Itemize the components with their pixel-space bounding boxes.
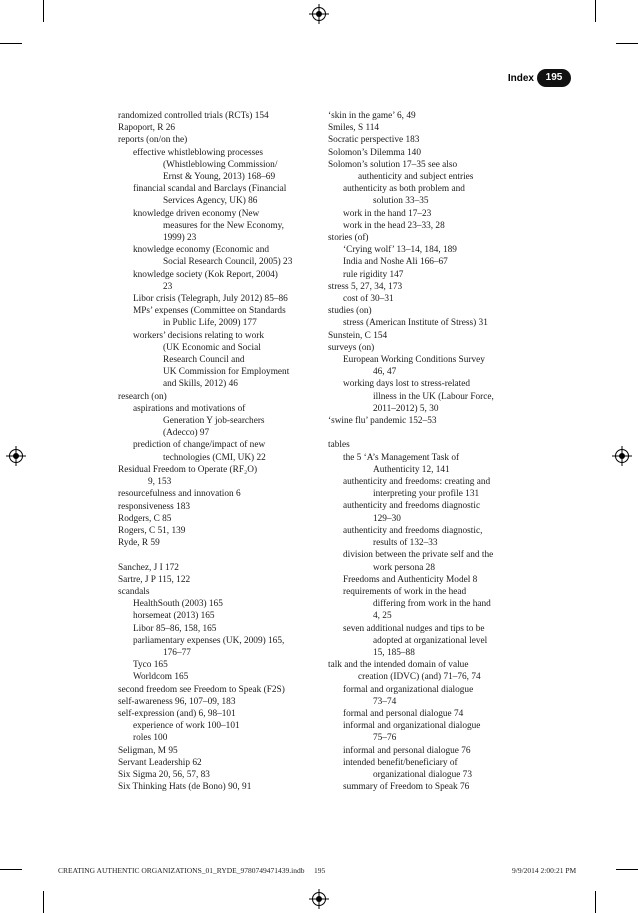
index-entry: work in the head 23–33, 28 [343,220,445,231]
index-entry: roles 100 [133,733,168,744]
index-entry: measures for the New Economy, [163,220,284,231]
index-entry: organizational dialogue 73 [373,769,472,780]
crop-mark [0,43,22,44]
index-entry: Social Research Council, 2005) 23 [163,257,293,268]
index-entry: HealthSouth (2003) 165 [133,599,223,610]
index-entry: informal and organizational dialogue [343,721,481,732]
index-entry: (Whistleblowing Commission/ [163,159,278,170]
index-entry: illness in the UK (Labour Force, [373,391,494,402]
index-entry: Libor crisis (Telegraph, July 2012) 85–86 [133,294,288,305]
index-entry: requirements of work in the head [343,586,467,597]
index-entry: Libor 85–86, 158, 165 [133,623,217,634]
index-entry: Services Agency, UK) 86 [163,196,258,207]
index-entry: effective whistleblowing processes [133,147,263,158]
index-entry: 15, 185–88 [373,647,415,658]
index-entry: prediction of change/impact of new [133,440,266,451]
index-entry: 176–77 [163,647,191,658]
index-entry: studies (on) [328,306,372,317]
index-entry: talk and the intended domain of value [328,660,469,671]
index-entry: experience of work 100–101 [133,721,240,732]
index-entry: Residual Freedom to Operate (RF₂O) [118,464,258,475]
index-entry: technologies (CMI, UK) 22 [163,452,266,463]
index-entry: 2011–2012) 5, 30 [373,403,439,414]
registration-mark-icon [615,449,629,463]
index-entry: workers’ decisions relating to work [133,330,264,341]
index-entry: the 5 ‘A’s Management Task of [343,452,460,463]
index-entry: UK Commission for Employment [163,367,290,378]
index-entry: Rapoport, R 26 [118,123,176,134]
index-entry: 1999) 23 [163,233,197,244]
running-header: Index [507,73,534,84]
index-entry: in Public Life, 2009) 177 [163,318,257,329]
index-entry: authenticity and freedoms diagnostic [343,501,481,512]
crop-mark [595,891,596,913]
index-gap [328,427,538,439]
index-entry: 46, 47 [373,367,397,378]
index-entry: authenticity and freedoms diagnostic, [343,525,483,536]
index-entry: parliamentary expenses (UK, 2009) 165, [133,635,285,646]
index-entry: reports (on/on the) [118,135,188,146]
index-entry: authenticity and freedoms: creating and [343,477,491,488]
index-entry: intended benefit/beneficiary of [343,757,458,768]
index-entry: rule rigidity 147 [343,269,404,280]
crop-mark [595,0,596,22]
index-entry: formal and personal dialogue 74 [343,708,464,719]
index-entry: informal and personal dialogue 76 [343,745,471,756]
index-entry: ‘swine flu’ pandemic 152–53 [328,416,437,427]
index-entry: financial scandal and Barclays (Financial [133,184,287,195]
index-entry: Solomon’s solution 17–35 see also [328,159,458,170]
index-entry: Smiles, S 114 [328,123,380,134]
index-column-left [118,110,318,793]
index-entry: results of 132–33 [373,538,438,549]
index-gap [118,549,318,561]
index-entry: Tyco 165 [133,660,168,671]
registration-mark-icon [312,892,326,906]
index-entry: stress (American Institute of Stress) 31 [343,318,488,329]
index-entry: aspirations and motivations of [133,403,246,414]
index-entry: stress 5, 27, 34, 173 [328,281,403,292]
index-entry: scandals [118,586,150,597]
index-entry: Sanchez, J I 172 [118,562,179,573]
index-entry: Six Thinking Hats (de Bono) 90, 91 [118,782,252,793]
index-entry: authenticity and subject entries [358,172,474,183]
index-entry: Sunstein, C 154 [328,330,388,341]
index-entry: self-expression (and) 6, 98–101 [118,708,236,719]
index-entry: self-awareness 96, 107–09, 183 [118,696,236,707]
index-entry: Sartre, J P 115, 122 [118,574,191,585]
index-entry: research (on) [118,391,167,402]
index-entry: knowledge driven economy (New [133,208,260,219]
footer-timestamp: 9/9/2014 2:00:21 PM [512,866,577,875]
index-entry: Authenticity 12, 141 [373,464,450,475]
registration-mark-icon [312,7,326,21]
index-entry: Generation Y job-searchers [163,416,265,427]
index-entry: Six Sigma 20, 56, 57, 83 [118,769,210,780]
index-entry: stories (of) [328,233,369,244]
crop-mark [0,869,22,870]
index-entry: 129–30 [373,513,401,524]
index-entry: Solomon’s Dilemma 140 [328,147,421,158]
index-column-right [328,110,538,793]
index-entry: Socratic perspective 183 [328,135,420,146]
index-entry: (UK Economic and Social [163,342,261,353]
index-entry: cost of 30–31 [343,294,394,305]
index-entry: responsiveness 183 [118,501,191,512]
index-entry: 4, 25 [373,611,392,622]
index-entry: creation (IDVC) (and) 71–76, 74 [358,672,481,683]
index-entry: tables [328,440,350,451]
index-entry: ‘Crying wolf’ 13–14, 184, 189 [343,245,457,256]
index-entry: and Skills, 2012) 46 [163,379,238,390]
page-number-badge: 195 [537,69,571,87]
index-entry: horsemeat (2013) 165 [133,611,215,622]
index-entry: European Working Conditions Survey [343,355,485,366]
index-entry: interpreting your profile 131 [373,489,480,500]
index-entry: 23 [163,281,173,292]
index-entry: (Adecco) 97 [163,428,210,439]
registration-mark-icon [9,449,23,463]
index-entry: 75–76 [373,733,397,744]
index-entry: Ernst & Young, 2013) 168–69 [163,172,276,183]
index-entry: Servant Leadership 62 [118,757,202,768]
footer-folio: 195 [314,866,326,875]
crop-mark [616,43,638,44]
index-entry: MPs’ expenses (Committee on Standards [133,306,286,317]
index-entry: surveys (on) [328,342,375,353]
index-entry: formal and organizational dialogue [343,684,474,695]
index-entry: randomized controlled trials (RCTs) 154 [118,111,269,121]
index-entry: differing from work in the hand [373,599,491,610]
index-entry: knowledge economy (Economic and [133,245,270,256]
index-entry: Freedoms and Authenticity Model 8 [343,574,478,585]
crop-mark [43,0,44,22]
index-entry: summary of Freedom to Speak 76 [343,782,470,793]
index-entry: India and Noshe Ali 166–67 [343,257,448,268]
index-entry: Research Council and [163,355,245,366]
index-entry: division between the private self and the [343,550,494,561]
index-entry: 73–74 [373,696,397,707]
index-entry: working days lost to stress-related [343,379,471,390]
index-entry: seven additional nudges and tips to be [343,623,485,634]
index-entry: knowledge society (Kok Report, 2004) [133,269,278,280]
index-entry: work in the hand 17–23 [343,208,432,219]
index-entry: resourcefulness and innovation 6 [118,489,241,500]
index-entry: Ryde, R 59 [118,538,160,549]
index-entry: ‘skin in the game’ 6, 49 [328,111,416,121]
index-entry: 9, 153 [148,477,172,488]
index-entry: Rodgers, C 85 [118,513,172,524]
index-entry: adopted at organizational level [373,635,488,646]
index-entry: second freedom see Freedom to Speak (F2S) [118,684,285,695]
index-entry: authenticity as both problem and [343,184,465,195]
index-entry: work persona 28 [373,562,435,573]
crop-mark [616,869,638,870]
index-entry: Seligman, M 95 [118,745,178,756]
crop-mark [43,891,44,913]
index-entry: Rogers, C 51, 139 [118,525,186,536]
index-entry: Worldcom 165 [133,672,189,683]
index-entry: solution 33–35 [373,196,429,207]
footer-file: CREATING AUTHENTIC ORGANIZATIONS_01_RYDE_9780749471439.indb [58,866,305,875]
